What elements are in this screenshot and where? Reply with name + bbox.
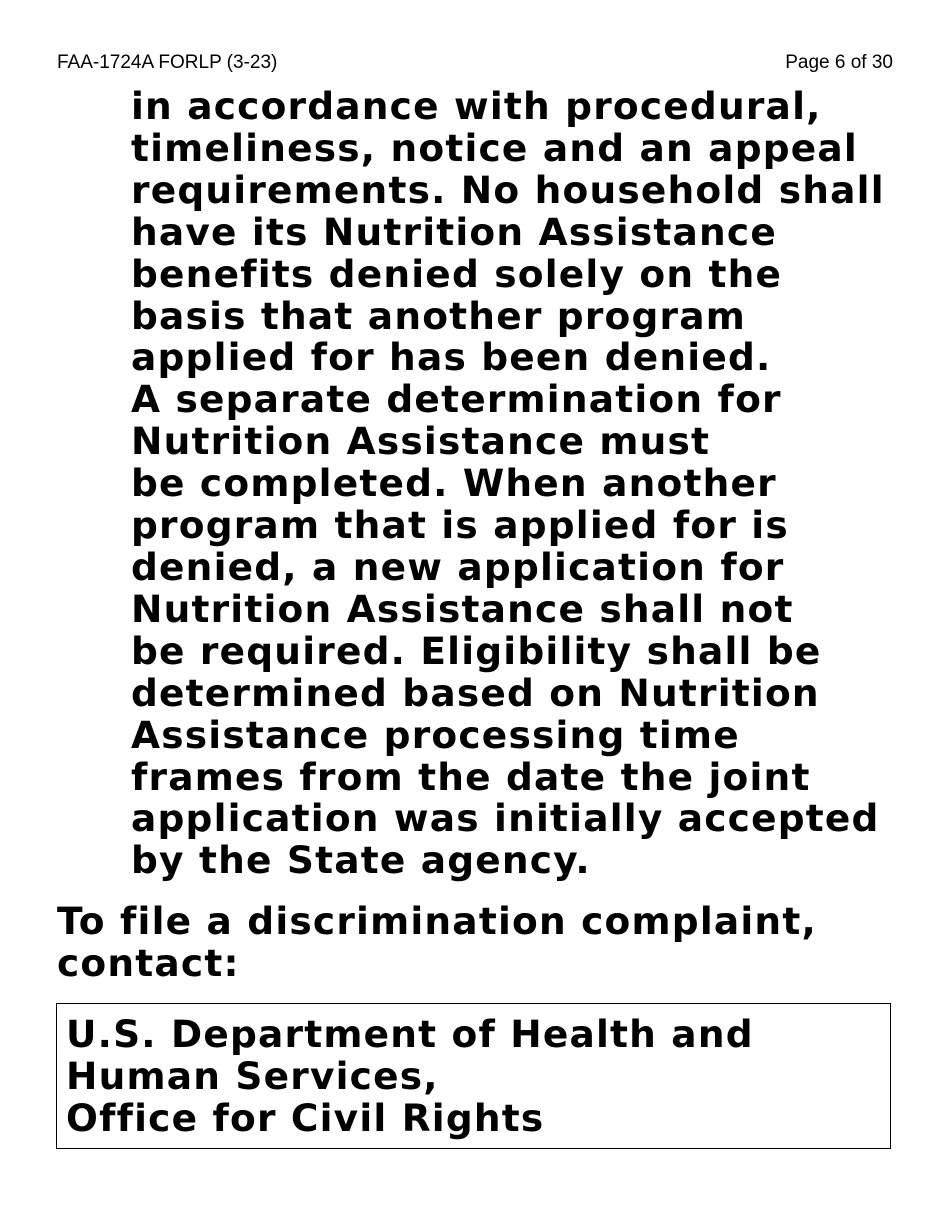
- complaint-heading-line: contact:: [57, 941, 240, 985]
- contact-box: [56, 1003, 891, 1149]
- body-line: be completed. When another: [131, 461, 777, 506]
- complaint-heading-line: To file a discrimination complaint,: [57, 899, 817, 943]
- body-line: applied for has been denied.: [131, 335, 772, 380]
- body-line: program that is applied for is: [131, 503, 789, 548]
- body-line: in accordance with procedural,: [131, 84, 822, 128]
- body-line: application was initially accepted: [131, 796, 880, 841]
- body-line: basis that another program: [131, 293, 746, 338]
- body-line: Nutrition Assistance shall not: [131, 586, 794, 631]
- body-line: determined based on Nutrition: [131, 670, 820, 715]
- body-paragraph: [131, 86, 885, 882]
- body-line: Assistance processing time: [131, 712, 740, 757]
- contact-line: Office for Civil Rights: [66, 1096, 545, 1140]
- contact-line: U.S. Department of Health and: [66, 1012, 754, 1056]
- body-line: Nutrition Assistance must: [131, 419, 711, 464]
- page-number: Page 6 of 30: [785, 52, 893, 73]
- contact-text: [66, 1013, 754, 1139]
- body-line: requirements. No household shall: [131, 167, 885, 212]
- form-id: FAA-1724A FORLP (3-23): [57, 52, 278, 73]
- body-line: frames from the date the joint: [131, 754, 811, 799]
- body-line: timeliness, notice and an appeal: [131, 125, 858, 170]
- body-line: by the State agency.: [131, 838, 591, 883]
- body-line: have its Nutrition Assistance: [131, 209, 777, 254]
- complaint-heading: [57, 900, 817, 984]
- body-line: denied, a new application for: [131, 544, 785, 589]
- page-header: [57, 52, 893, 76]
- contact-line: Human Services,: [66, 1054, 439, 1098]
- body-line: be required. Eligibility shall be: [131, 628, 822, 673]
- body-line: A separate determination for: [131, 377, 782, 422]
- body-line: benefits denied solely on the: [131, 251, 783, 296]
